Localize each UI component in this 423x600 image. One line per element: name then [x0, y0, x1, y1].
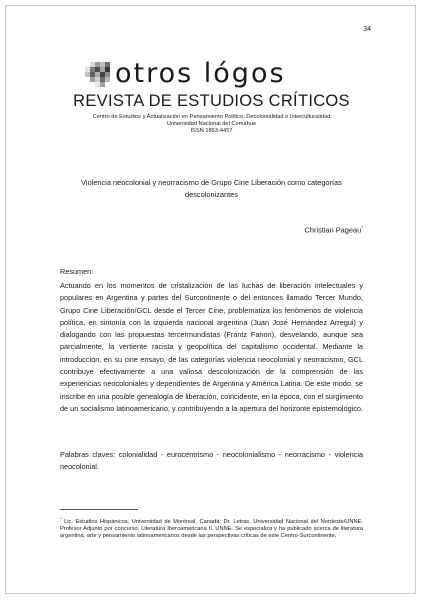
footnote-text: Lic. Estudios Hispánicos, Universidad de Montreal, Canadá; Dr. Letras, Universidad Nacional del Nordeste/UNNE. Profesor Adjunto por concurso, Literatura Iberoamericana II, UNNE. Se especializa y ha publicado acerca de literatura argentina, arte y pensamiento latinoamericanos desde las perspectivas críticas de este Centro-Surcontinente. [60, 518, 363, 540]
author-name: Christian Pageau [304, 225, 362, 235]
footnote-mark: * [60, 516, 62, 521]
journal-logo [0, 58, 423, 90]
pixel-mosaic-mark [85, 62, 110, 87]
journal-affiliation [0, 114, 423, 135]
footnote [60, 515, 363, 541]
footnote-divider [60, 509, 138, 510]
article-author [305, 225, 363, 234]
article-title: Violencia neocolonial y neorracismo de Grupo Cine Liberación como categorías descolonizantes [81, 178, 342, 199]
abstract-label: Resumen: [60, 267, 94, 276]
author-footnote-mark: * [361, 225, 363, 230]
journal-title: REVISTA DE ESTUDIOS CRÍTICOS [73, 92, 350, 110]
journal-logo-graphic [82, 58, 342, 90]
affiliation-line: Centro de Estudios y Actualización en Pensamiento Político, Decolonialidad e Interculturalidad [92, 114, 331, 120]
abstract-text: Actuando en los momentos de cristalización de las luchas de liberación intelectuales y populares en Argentina y partes del Surcontinente o del entonces llamado Tercer Mundo, Grupo Cine Liberación/GCL desde el Tercer Cine, problematiza los fenómenos de violencia política, en sintonía con la izquierda nacional argentina (Juan José Hernández Arregui) y dialogando con las propuestas tercermundistas (Frantz Fanon), desvelando, aunque sea parcialmente, la vertiente racista y geopolítica del capitalismo occidental. Mediante la introducción, en su cine ensayo, de las categorías violencia neocolonial y neorracismo, GCL contribuye efectivamente a una valiosa descolonización de la comprensión de las experiencias neocoloniales y dependientes de Argentina y América Latina. De este modo, se inscribe en una posible genealogía de liberación, coincidente, en la época, con el surgimiento de un socialismo latinoamericano, y contribuyendo a la apertura del horizonte epistemológico. [60, 281, 363, 413]
keywords: Palabras claves: colonialidad - eurocentrismo - neocolonialismo - neorracismo - violencia neocolonial. [60, 450, 363, 472]
affiliation-line: ISSN 1853-4457 [190, 128, 233, 134]
page-number: 34 [363, 26, 371, 33]
affiliation-line: Universidad Nacional del Comahue [166, 121, 257, 127]
journal-logo-text: otros lógos [114, 58, 286, 89]
